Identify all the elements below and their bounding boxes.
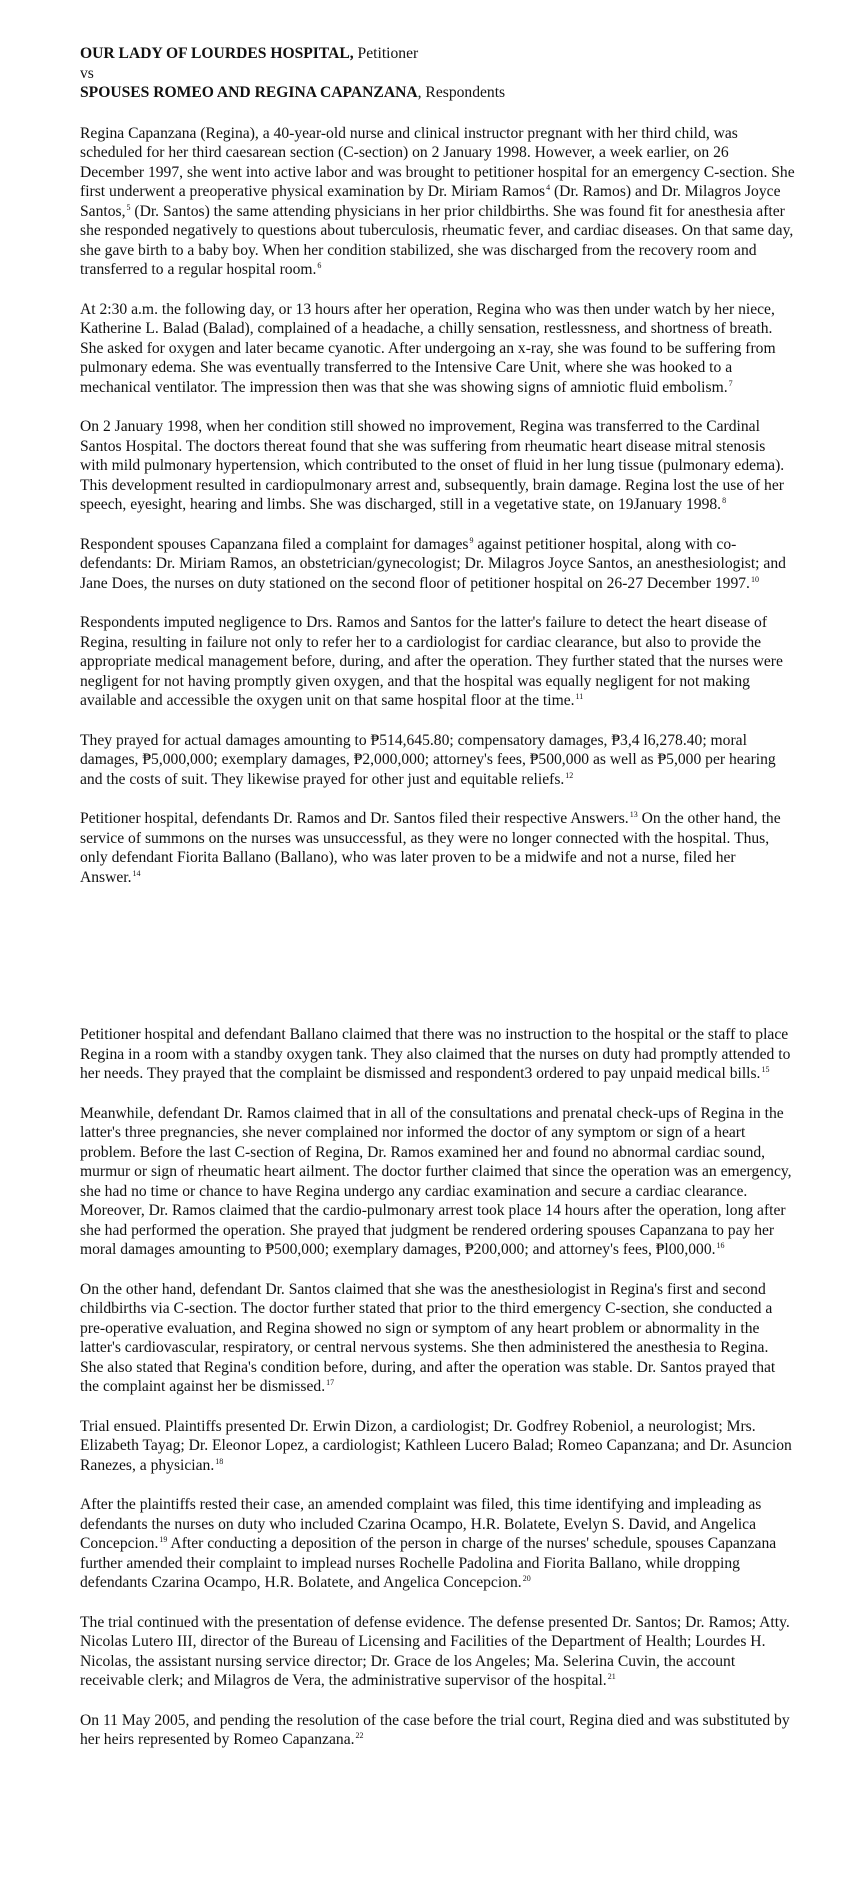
footnote-marker: 14: [132, 868, 141, 878]
paragraph: [80, 1025, 795, 1084]
paragraph-text: After the plaintiffs rested their case, an amended complaint was filed, this time identifying and impleading as defendants the nurses on duty who included Czarina Ocampo, H.R. Bolatete, Evelyn S. David, and Angelica Concepcion.: [80, 1496, 762, 1552]
paragraph-text: Petitioner hospital, defendants Dr. Ramos and Dr. Santos filed their respective Answers.: [80, 810, 629, 827]
footnote-marker: 9: [469, 535, 474, 545]
paragraph: [80, 1711, 795, 1750]
paragraph-text: Trial ensued. Plaintiffs presented Dr. Erwin Dizon, a cardiologist; Dr. Godfrey Robeniol, a neurologist; Mrs. Elizabeth Tayag; Dr. Eleonor Lopez, a cardiologist; Kathleen Lucero Balad; Romeo Capanzana; and Dr. Asuncion Ranezes, a physician.: [80, 1417, 792, 1474]
paragraph-text: On the other hand, the service of summons on the nurses was unsuccessful, as they were no longer connected with the hospital. Thus, only defendant Fiorita Ballano (Ballano), who was later proven to be a midwife and not a nurse, filed her Answer.: [80, 810, 781, 886]
footnote-marker: 22: [355, 1731, 364, 1740]
versus-label: vs: [80, 64, 94, 82]
paragraph-text: Meanwhile, defendant Dr. Ramos claimed that in all of the consultations and prenatal check-ups of Regina in the latter's three pregnancies, she never complained nor informed the doctor of any symptom or sign of a heart problem. Before the last C-section of Regina, Dr. Ramos examined her and found no abnormal cardiac sound, murmur or sign of rheumatic heart ailment. The doctor further claimed that since the operation was an emergency, she had no time or chance to have Regina undergo any cardiac examination and secure a cardiac clearance. Moreover, Dr. Ramos claimed that the cardio-pulmonary arrest took place 14 hours after the operation, long after she had performed the operation. She prayed that judgment be rendered ordering spouses Capanzana to pay her moral damages amounting to ₱500,000; exemplary damages, ₱200,000; and attorney's fees, ₱l00,000.: [80, 1104, 792, 1258]
footnote-marker: 19: [159, 1535, 168, 1544]
respondent-name: SPOUSES ROMEO AND REGINA CAPANZANA: [80, 84, 418, 101]
footnote-marker: 11: [575, 692, 584, 701]
paragraph-text: The trial continued with the presentation of defense evidence. The defense presented Dr. Santos; Dr. Ramos; Atty. Nicolas Lutero III, director of the Bureau of Licensing and Facilities of the Department of Health; Lourdes H. Nicolas, the assistant nursing service director; Dr. Grace de los Angeles; Ma. Selerina Cuvin, the account receivable clerk; and Milagros de Vera, the administrative supervisor of the hospital.: [80, 1613, 790, 1689]
footnote-marker: 20: [522, 1574, 531, 1583]
paragraph-text: Regina Capanzana (Regina), a 40-year-old nurse and clinical instructor pregnant with her third child, was scheduled for her third caesarean section (C-section) on 2 January 1998. However, a week earlier, on 26 December 1997, she went into active labor and was brought to petitioner hospital for an emergency C-section. She first underwent a preoperative physical examination by Dr. Miriam Ramos: [80, 124, 795, 200]
paragraph-text: They prayed for actual damages amounting to ₱514,645.80; compensatory damages, ₱3,4 l6,278.40; moral damages, ₱5,000,000; exemplary damages, ₱2,000,000; attorney's fees, ₱500,000 as well as ₱5,000 per hearing and the costs of suit. They likewise prayed for other just and equitable reliefs.: [80, 731, 776, 788]
case-caption: [80, 44, 795, 103]
paragraph: [80, 535, 795, 594]
footnote-marker: 5: [126, 202, 131, 212]
footnote-marker: 6: [317, 261, 322, 270]
footnote-marker: 16: [716, 1241, 725, 1250]
paragraph-text: (Dr. Santos) the same attending physicians in her prior childbirths. She was found fit for anesthesia after she responded negatively to questions about tuberculosis, rheumatic fever, and cardiac diseases. On that same day, she gave birth to a baby boy. When her condition stabilized, she was discharged from the recovery room and transferred to a regular hospital room.: [80, 202, 794, 278]
paragraph-text: On the other hand, defendant Dr. Santos claimed that she was the anesthesiologist in Regina's first and second childbirths via C-section. The doctor further stated that prior to the third emergency C-section, she conducted a pre-operative evaluation, and Regina showed no sign or symptom of any heart problem or abnormality in the latter's cardiovascular, respiratory, or central nervous systems. She then administered the anesthesia to Regina. She also stated that Regina's condition before, during, and after the operation was stable. Dr. Santos prayed that the complaint against her be dismissed.: [80, 1280, 776, 1395]
footnote-marker: 7: [728, 378, 733, 388]
page-break-gap: [80, 907, 795, 1025]
paragraph-text: Petitioner hospital and defendant Ballano claimed that there was no instruction to the hospital or the staff to place Regina in a room with a standby oxygen tank. They also claimed that the nurses on duty had promptly attended to her needs. They prayed that the complaint be dismissed and respondent3 ordered to pay unpaid medical bills.: [80, 1026, 791, 1082]
paragraph: [80, 731, 795, 790]
paragraph: [80, 1613, 795, 1691]
paragraph-text: against petitioner hospital, along with co-defendants: Dr. Miriam Ramos, an obstetrician/gynecologist; Dr. Milagros Joyce Santos, an anesthesiologist; and Jane Does, the nurses on duty stationed on the second floor of petitioner hospital on 26-27 December 1997.: [80, 535, 786, 592]
footnote-marker: 4: [546, 183, 551, 192]
petitioner-name: OUR LADY OF LOURDES HOSPITAL,: [80, 45, 354, 62]
paragraph: [80, 1417, 795, 1476]
footnote-marker: 12: [565, 770, 574, 780]
paragraph: [80, 613, 795, 711]
respondent-role: , Respondents: [417, 84, 506, 101]
paragraph-text: Respondent spouses Capanzana filed a complaint for damages: [80, 535, 469, 553]
body-text: [80, 124, 795, 1750]
petitioner-line: [80, 44, 795, 64]
paragraph: [80, 1280, 795, 1397]
paragraph-text: After conducting a deposition of the person in charge of the nurses' schedule, spouses Capanzana further amended their complaint to implead nurses Rochelle Padolina and Fiorita Ballano, while dropping defendants Czarina Ocampo, H.R. Bolatete, and Angelica Concepcion.: [80, 1535, 777, 1591]
footnote-marker: 18: [215, 1456, 224, 1466]
paragraph-text: At 2:30 a.m. the following day, or 13 hours after her operation, Regina who was then under watch by her niece, Katherine L. Balad (Balad), complained of a headache, a chilly sensation, restlessness, and shortness of breath. She asked for oxygen and later became cyanotic. After undergoing an x-ray, she was found to be suffering from pulmonary edema. She was eventually transferred to the Intensive Care Unit, where she was hooked to a mechanical ventilator. The impression then was that she was showing signs of amniotic fluid embolism.: [80, 300, 776, 396]
document-page: [80, 44, 795, 1770]
footnote-marker: 10: [750, 574, 759, 584]
paragraph: [80, 1104, 795, 1260]
footnote-marker: 13: [629, 810, 638, 819]
paragraph-text: On 11 May 2005, and pending the resolution of the case before the trial court, Regina died and was substituted by her heirs represented by Romeo Capanzana.: [80, 1711, 790, 1748]
paragraph-text: Respondents imputed negligence to Drs. Ramos and Santos for the latter's failure to detect the heart disease of Regina, resulting in failure not only to refer her to a cardiologist for cardiac clearance, but also to provide the appropriate medical management before, during, and after the operation. They further stated that the nurses were negligent for not having promptly given oxygen, and that the hospital was equally negligent for not making available and accessible the oxygen unit on that same hospital floor at the time.: [80, 614, 783, 709]
paragraph-text: On 2 January 1998, when her condition still showed no improvement, Regina was transferred to the Cardinal Santos Hospital. The doctors thereat found that she was suffering from rheumatic heart disease mitral stenosis with mild pulmonary hypertension, which contributed to the onset of fluid in her lung tissue (pulmonary edema). This development resulted in cardiopulmonary arrest and, subsequently, brain damage. Regina lost the use of her speech, eyesight, hearing and limbs. She was discharged, still in a vegetative state, on 19January 1998.: [80, 418, 785, 513]
footnote-marker: 8: [722, 496, 727, 505]
footnote-marker: 15: [761, 1065, 770, 1074]
paragraph: [80, 809, 795, 887]
paragraph: [80, 300, 795, 398]
paragraph: [80, 417, 795, 515]
footnote-marker: 21: [607, 1672, 616, 1681]
paragraph: [80, 1495, 795, 1593]
paragraph-text: (Dr. Ramos) and Dr. Milagros Joyce Santos,: [80, 183, 781, 220]
footnote-marker: 17: [326, 1378, 335, 1387]
respondent-line: [80, 83, 795, 103]
petitioner-role: Petitioner: [353, 45, 419, 62]
paragraph: [80, 124, 795, 280]
